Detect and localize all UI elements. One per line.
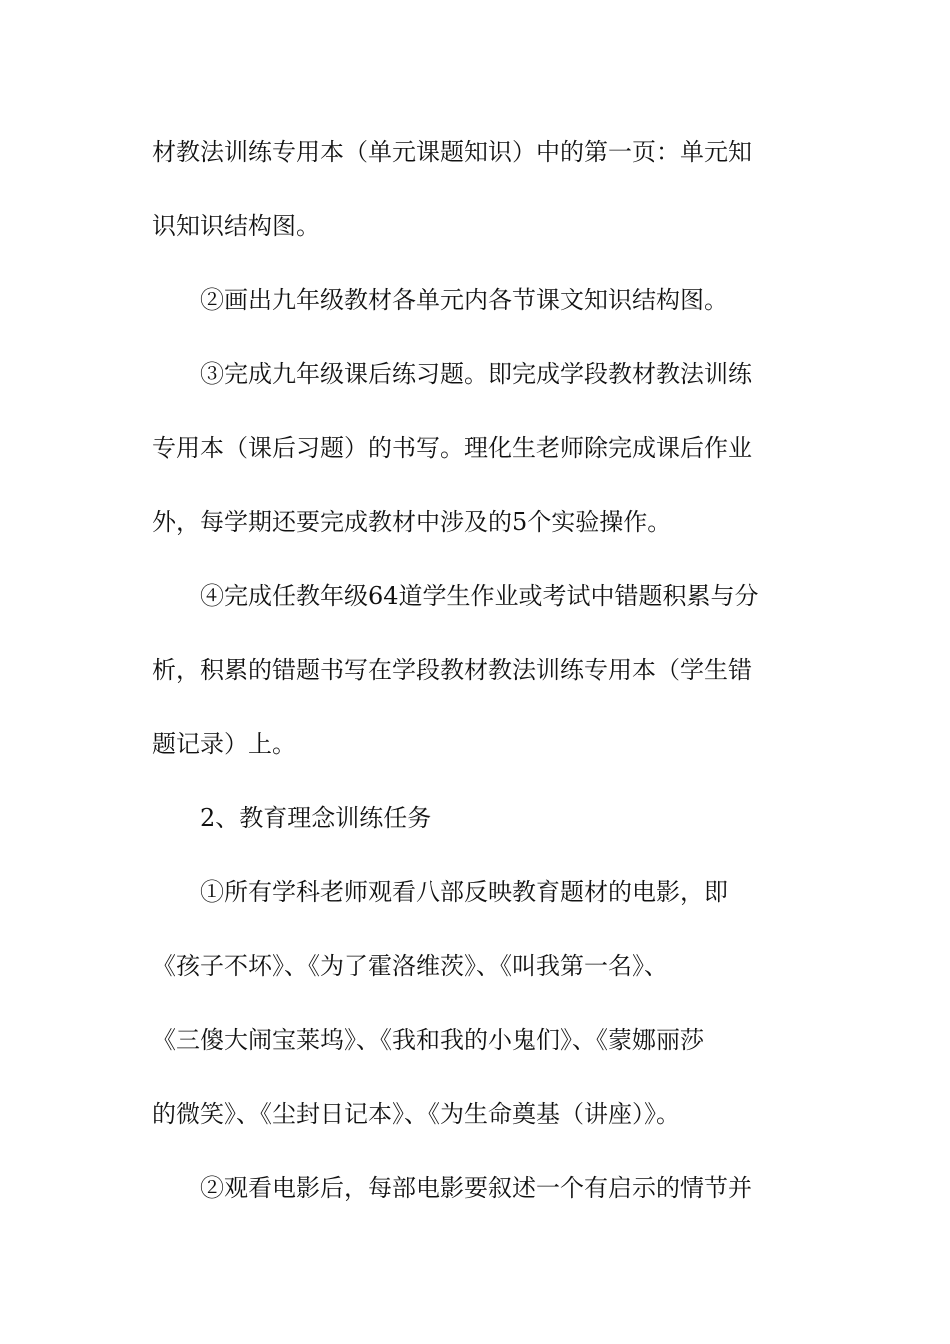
paragraph-movies (152, 863, 802, 1159)
section-heading-text: 2、教育理念训练任务 (200, 804, 432, 832)
text-line: 识知识结构图。 (152, 212, 320, 240)
paragraph-item-3 (152, 345, 802, 567)
text-line: 析，积累的错题书写在学段教材教法训练专用本（学生错 (152, 656, 752, 684)
section-heading (152, 789, 802, 863)
text-line: 题记录）上。 (152, 730, 296, 758)
text-line: 《孩子不坏》、《为了霍洛维茨》、《叫我第一名》、 (152, 952, 668, 980)
paragraph-continuation (152, 123, 802, 271)
text-line: 的微笑》、《尘封日记本》、《为生命奠基（讲座）》。 (152, 1100, 680, 1128)
text-line: 材教法训练专用本（单元课题知识）中的第一页：单元知 (152, 138, 752, 166)
text-line: 外，每学期还要完成教材中涉及的5个实验操作。 (152, 508, 672, 536)
text-line: 《三傻大闹宝莱坞》、《我和我的小鬼们》、《蒙娜丽莎 (152, 1026, 704, 1054)
text-line: ③完成九年级课后练习题。即完成学段教材教法训练 (200, 360, 752, 388)
text-line: ②观看电影后，每部电影要叙述一个有启示的情节并 (200, 1174, 752, 1202)
text-line: ①所有学科老师观看八部反映教育题材的电影，即 (200, 878, 728, 906)
body-text (152, 123, 802, 1233)
paragraph-after-movies (152, 1159, 802, 1233)
paragraph-item-2 (152, 271, 802, 345)
text-line: 专用本（课后习题）的书写。理化生老师除完成课后作业 (152, 434, 752, 462)
text-line: ④完成任教年级64道学生作业或考试中错题积累与分 (200, 582, 759, 610)
text-line: ②画出九年级教材各单元内各节课文知识结构图。 (200, 286, 728, 314)
paragraph-item-4 (152, 567, 802, 789)
